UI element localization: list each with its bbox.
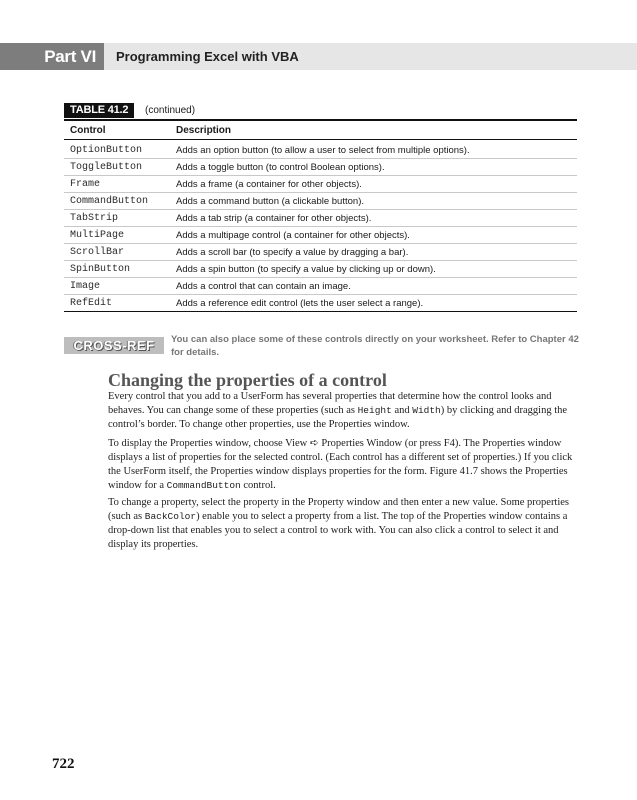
cross-ref-badge: CROSS-REF: [64, 337, 164, 354]
table-row: [64, 193, 577, 210]
text-run: To display the Properties window, choose View ➪ Properties Window (or press F4). The Properties window displays a list of properties for the selected control. (Each control has a different set of properties.) If you click the UserForm itself, the Properties window displays properties for the form. Figure 41.7 shows the Properties window for a: [108, 438, 573, 491]
control-description: Adds a frame (a container for other objects).: [170, 176, 577, 193]
section-heading: Changing the properties of a control: [108, 370, 387, 390]
body-paragraph-3: [108, 496, 578, 552]
control-description: Adds a reference edit control (lets the user select a range).: [170, 295, 577, 312]
control-name: SpinButton: [64, 261, 170, 278]
table-row: [64, 159, 577, 176]
page-number: 722: [52, 756, 75, 772]
control-name: OptionButton: [64, 140, 170, 159]
table-body: [64, 121, 577, 312]
code-term: BackColor: [144, 511, 197, 522]
text-run: control.: [240, 480, 276, 491]
code-term: Width: [412, 405, 441, 416]
header-title: Programming Excel with VBA: [116, 49, 299, 64]
control-description: Adds a multipage control (a container for other objects).: [170, 227, 577, 244]
table-row: [64, 244, 577, 261]
control-description: Adds a toggle button (to control Boolean options).: [170, 159, 577, 176]
control-description: Adds an option button (to allow a user to select from multiple options).: [170, 140, 577, 159]
table-row: [64, 261, 577, 278]
table-label: TABLE 41.2: [64, 103, 134, 118]
text-run: ) enable you to select a property from a list. The top of the Properties window contains a drop-down list that enables you to select a control to work with. You can also click a control to select it and display its properties.: [108, 511, 568, 550]
code-term: CommandButton: [166, 480, 241, 491]
table-row: [64, 278, 577, 295]
control-description: Adds a scroll bar (to specify a value by dragging a bar).: [170, 244, 577, 261]
controls-table: [64, 103, 577, 312]
control-description: Adds a tab strip (a container for other objects).: [170, 210, 577, 227]
table-row: [64, 140, 577, 159]
text-run: To change a property, select the property in the Property window and then enter a new value. Some properties (such as: [108, 497, 570, 522]
text-run: ) by clicking and dragging the control’s border. To change other properties, use the Properties window.: [108, 405, 568, 430]
part-label: Part VI: [0, 43, 104, 70]
cross-ref-text: You can also place some of these controls directly on your worksheet. Refer to Chapter 42 for details.: [171, 334, 579, 358]
table-row: [64, 295, 577, 312]
table-row: [64, 227, 577, 244]
code-term: Height: [357, 405, 392, 416]
table-row: [64, 210, 577, 227]
running-header: [0, 43, 637, 70]
control-description: Adds a control that can contain an image.: [170, 278, 577, 295]
column-header-control: Control: [64, 121, 170, 140]
table-header-row: [64, 121, 577, 140]
control-name: ScrollBar: [64, 244, 170, 261]
control-name: RefEdit: [64, 295, 170, 312]
text-run: Every control that you add to a UserForm has several properties that determine how the control looks and behaves. You can change some of these properties (such as: [108, 391, 552, 416]
table-caption: [64, 103, 577, 118]
control-description: Adds a command button (a clickable button).: [170, 193, 577, 210]
control-name: CommandButton: [64, 193, 170, 210]
control-name: TabStrip: [64, 210, 170, 227]
control-name: ToggleButton: [64, 159, 170, 176]
body-paragraph-1: [108, 390, 578, 432]
control-name: Frame: [64, 176, 170, 193]
control-name: Image: [64, 278, 170, 295]
text-run: and: [391, 405, 413, 416]
table-continued: (continued): [145, 105, 196, 116]
control-name: MultiPage: [64, 227, 170, 244]
control-description: Adds a spin button (to specify a value by clicking up or down).: [170, 261, 577, 278]
table-row: [64, 176, 577, 193]
body-paragraph-2: [108, 437, 578, 493]
column-header-description: Description: [170, 121, 577, 140]
